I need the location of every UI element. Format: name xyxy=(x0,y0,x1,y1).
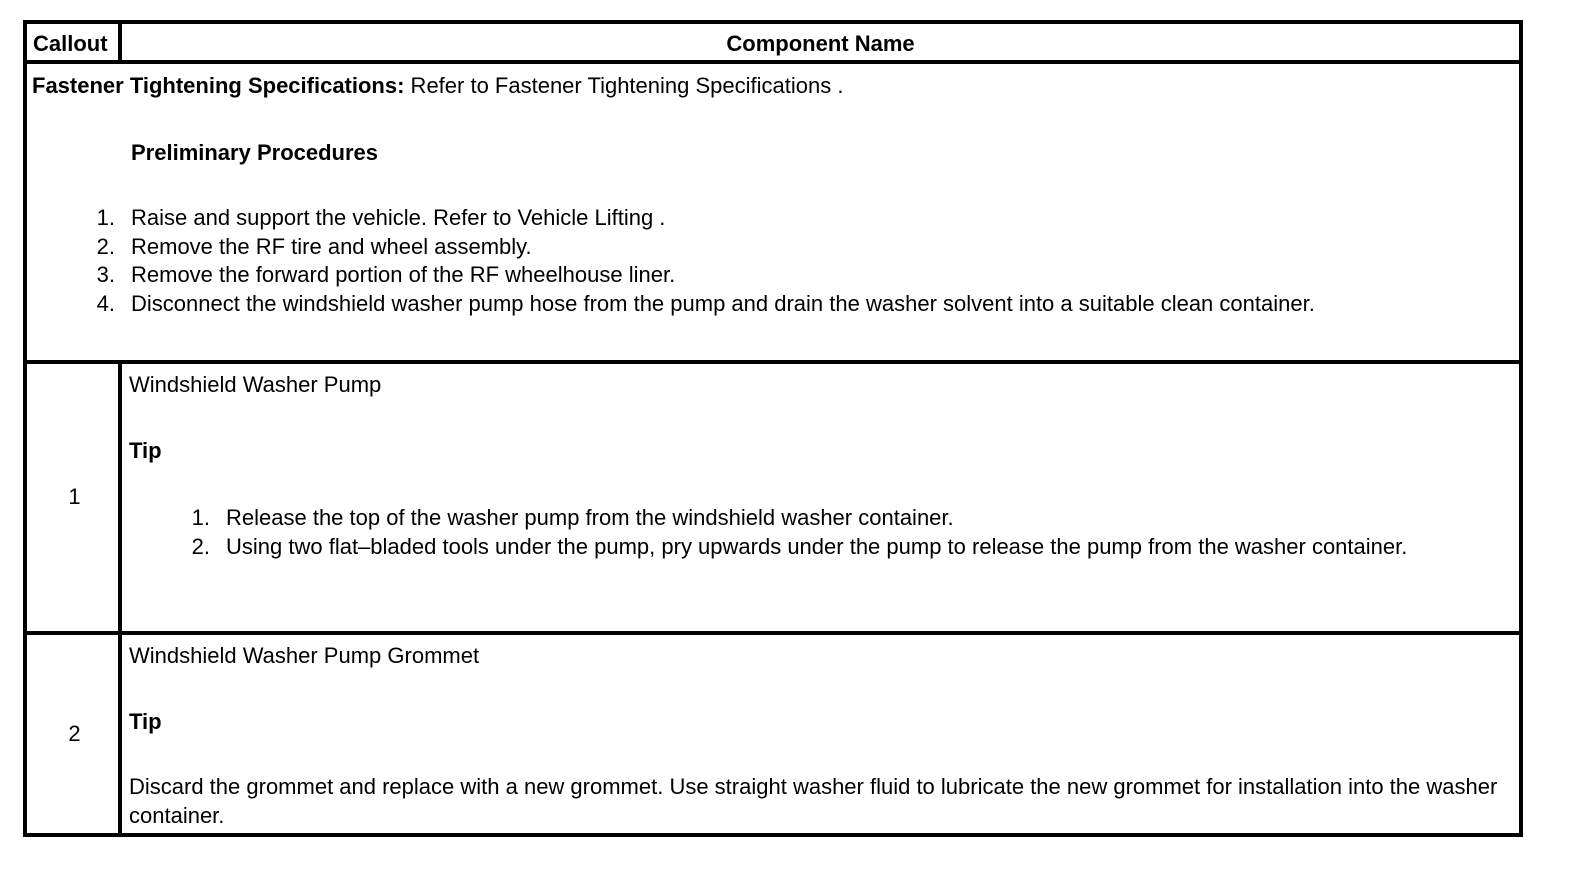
callout-number: 2 xyxy=(68,721,81,746)
step-number: 4. xyxy=(96,290,115,316)
fastener-spec-label: Fastener Tightening Specifications: xyxy=(32,73,405,98)
step-text: Disconnect the windshield washer pump hose from the pump and drain the washer solvent into a suitable clean container. xyxy=(131,290,1315,316)
list-item xyxy=(96,261,1511,290)
table-row xyxy=(27,364,1519,635)
tip-heading: Tip xyxy=(129,709,162,734)
fastener-spec-text: Refer to Fastener Tightening Specifications . xyxy=(404,73,844,98)
step-number: 3. xyxy=(96,262,115,287)
step-text: Remove the RF tire and wheel assembly. xyxy=(131,233,532,259)
preliminary-row xyxy=(27,64,1519,364)
step-text: Raise and support the vehicle. Refer to Vehicle Lifting . xyxy=(131,205,666,230)
step-number: 1. xyxy=(96,205,115,230)
tip-heading: Tip xyxy=(129,438,162,463)
step-text: Using two flat–bladed tools under the pump, pry upwards under the pump to release the pump from the washer container. xyxy=(226,533,1408,559)
table-header-row xyxy=(27,24,1519,64)
fastener-spec-line xyxy=(32,73,843,99)
component-table xyxy=(23,20,1523,837)
callout-number: 1 xyxy=(68,484,81,509)
list-item xyxy=(96,204,1511,233)
list-item xyxy=(96,290,1511,319)
header-component-name-label: Component Name xyxy=(726,31,915,56)
table-row xyxy=(27,635,1519,837)
step-number: 1. xyxy=(191,505,210,530)
component-name: Windshield Washer Pump Grommet xyxy=(129,643,480,668)
list-item xyxy=(96,233,1511,262)
callout-cell xyxy=(27,364,122,631)
list-item xyxy=(191,504,1476,533)
preliminary-steps-list xyxy=(96,204,1511,318)
header-callout-cell xyxy=(27,24,122,60)
step-text: Release the top of the washer pump from the windshield washer container. xyxy=(226,505,954,530)
tip-text: Discard the grommet and replace with a new grommet. Use straight washer fluid to lubricate the new grommet for installation into the washer container. xyxy=(129,774,1498,828)
step-text: Remove the forward portion of the RF wheelhouse liner. xyxy=(131,262,676,287)
header-callout-label: Callout xyxy=(33,31,108,56)
preliminary-procedures-heading: Preliminary Procedures xyxy=(131,140,379,165)
tip-steps-list xyxy=(191,504,1476,561)
callout-cell xyxy=(27,635,122,837)
component-name: Windshield Washer Pump xyxy=(129,372,382,397)
step-number: 2. xyxy=(191,533,210,559)
step-number: 2. xyxy=(96,233,115,259)
list-item xyxy=(191,533,1476,562)
